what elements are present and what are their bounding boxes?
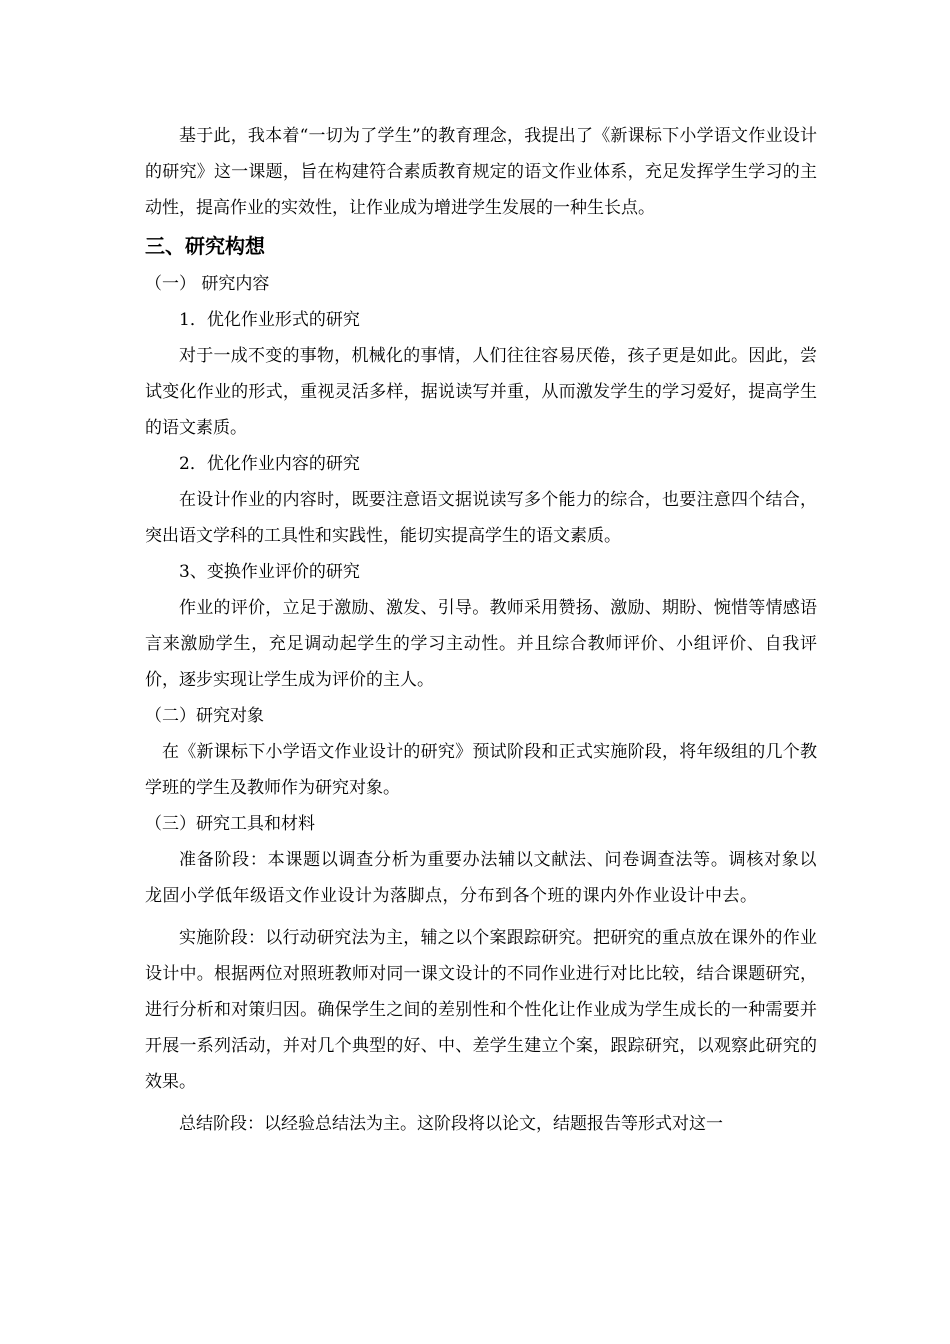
item-title-content: 2．优化作业内容的研究 <box>179 454 360 474</box>
subheading-research-object: （二）研究对象 <box>145 706 264 726</box>
item-text-content: 在设计作业的内容时，既要注意语文据说读写多个能力的综合，也要注意四个结合，突出语文学科的工具性和实践性，能切实提高学生的语文素质。 <box>145 490 817 546</box>
intro-paragraph: 基于此，我本着“一切为了学生”的教育理念，我提出了《新课标下小学语文作业设计的研究》这一课题，旨在构建符合素质教育规定的语文作业体系，充足发挥学生学习的主动性，提高作业的实效性，让作业成为增进学生发展的一种生长点。 <box>145 126 817 218</box>
subheading-research-tools: （三）研究工具和材料 <box>145 814 315 834</box>
item-title-evaluation: 3、变换作业评价的研究 <box>179 562 360 582</box>
item-text-evaluation: 作业的评价，立足于激励、激发、引导。教师采用赞扬、激励、期盼、惋惜等情感语言来激励学生，充足调动起学生的学习主动性。并且综合教师评价、小组评价、自我评价，逐步实现让学生成为评价的主人。 <box>145 598 817 690</box>
item-text-form: 对于一成不变的事物，机械化的事情，人们往往容易厌倦，孩子更是如此。因此，尝试变化作业的形式，重视灵活多样，据说读写并重，从而激发学生的学习爱好，提高学生的语文素质。 <box>145 346 817 438</box>
impl-stage-text: 实施阶段：以行动研究法为主，辅之以个案跟踪研究。把研究的重点放在课外的作业设计中。根据两位对照班教师对同一课文设计的不同作业进行对比比较，结合课题研究，进行分析和对策归因。确保学生之间的差别性和个性化让作业成为学生成长的一种需要并开展一系列活动，并对几个典型的好、中、差学生建立个案，跟踪研究，以观察此研究的效果。 <box>145 928 817 1092</box>
section-heading-research-plan: 三、研究构想 <box>145 234 265 258</box>
subheading-research-content: （一） 研究内容 <box>145 274 270 294</box>
item-title-form: 1．优化作业形式的研究 <box>179 310 360 330</box>
prep-stage-text: 准备阶段：本课题以调查分析为重要办法辅以文献法、问卷调查法等。调核对象以龙固小学低年级语文作业设计为落脚点，分布到各个班的课内外作业设计中去。 <box>145 850 817 906</box>
summary-stage-text: 总结阶段：以经验总结法为主。这阶段将以论文，结题报告等形式对这一 <box>179 1114 723 1134</box>
research-object-text: 在《新课标下小学语文作业设计的研究》预试阶段和正式实施阶段，将年级组的几个教学班的学生及教师作为研究对象。 <box>145 742 817 798</box>
document-page <box>145 118 817 1142</box>
